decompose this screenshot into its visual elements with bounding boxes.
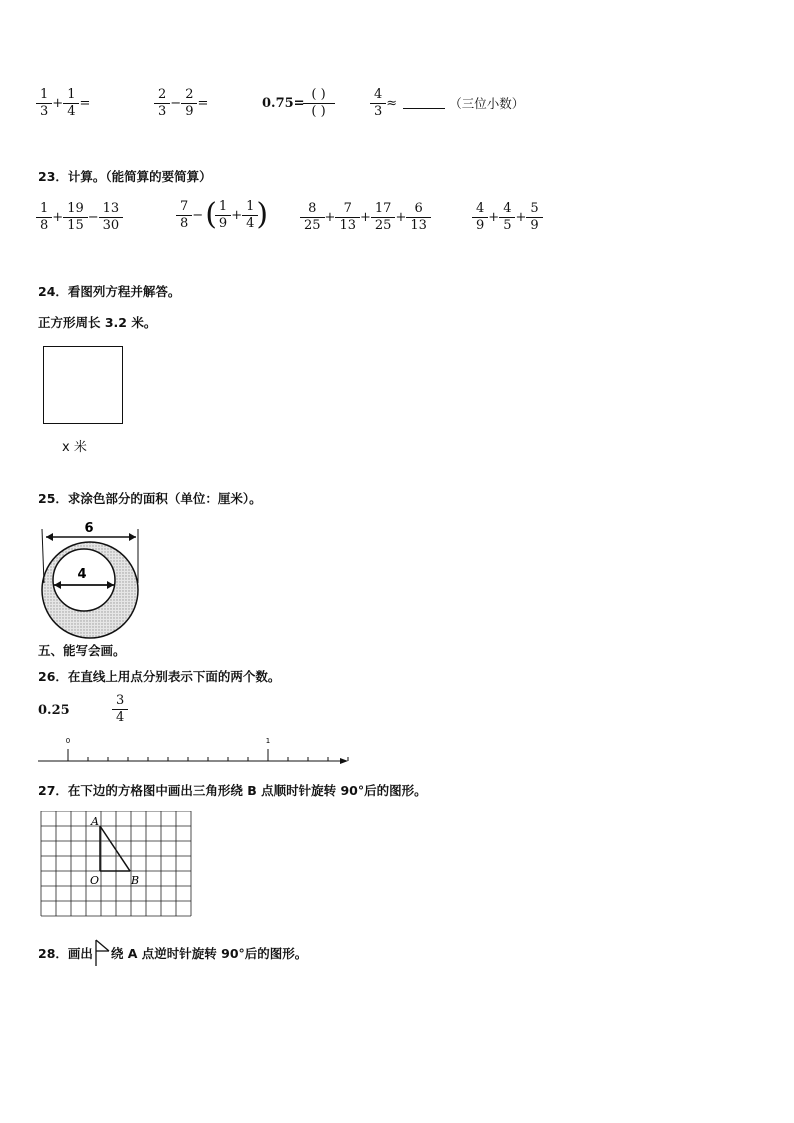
q23-title: 23．计算。（能简算的要简算） [38,169,212,184]
answer-blank[interactable] [403,98,445,109]
fraction: $\frac{6}{13}$ [408,202,429,232]
fraction: $\frac{1}{4}$ [244,200,256,230]
label-a: A [91,815,99,828]
fraction: $\frac{1}{4}$ [65,88,77,118]
right-paren: ) [256,197,269,233]
operator: + [324,209,336,225]
q26-title: 26．在直线上用点分别表示下面的两个数。 [38,669,281,684]
outer-label: 6 [84,521,94,536]
fraction: $\frac{2}{9}$ [183,88,195,118]
operator: − [192,207,204,223]
triangle-edge-ab [100,826,130,871]
square-figure [43,346,123,424]
flag-shape-icon [93,939,111,967]
arrow-head [129,533,136,541]
fraction: $\frac{2}{3}$ [156,88,168,118]
operator: + [395,209,407,225]
blank-fraction: $\frac{( )}{( )}$ [305,88,333,118]
left-paren: ( [205,197,217,233]
fraction: $\frac{1}{8}$ [38,202,50,232]
q23-expression-1 [38,202,121,232]
section5-title: 五、能写会画。 [38,643,126,658]
side-label: x 米 [62,440,87,455]
operator: + [515,209,527,225]
decimal-lhs: 0.75= [262,95,305,111]
equals-sign: = [197,95,209,111]
tick-label-0: 0 [65,737,71,745]
inner-label: 4 [77,567,87,582]
label-o: O [90,874,100,887]
q27-title: 27．在下边的方格图中画出三角形绕 B 点顺时针旋转 90°后的图形。 [38,783,427,798]
number-1: 0.25 [38,703,70,718]
operator: − [87,209,99,225]
q28-title-post: 绕 A 点逆时针旋转 90°后的图形。 [110,946,308,961]
fraction: $\frac{8}{25}$ [302,202,323,232]
fraction: $\frac{4}{3}$ [372,88,384,118]
label-b: B [131,874,140,887]
fraction: $\frac{3}{4}$ [114,694,126,724]
dimension-line [42,529,44,583]
q23-expression-3 [302,202,429,232]
q25-title: 25．求涂色部分的面积（单位：厘米）。 [38,491,262,506]
q23-expression-2 [178,197,269,233]
q24-title: 24．看图列方程并解答。 [38,284,181,299]
q28-title [38,939,307,967]
fraction: $\frac{7}{8}$ [178,200,190,230]
operator: + [52,95,64,111]
q28-title-pre: 28．画出 [38,946,93,961]
fraction: $\frac{17}{25}$ [373,202,394,232]
number-line[interactable] [36,735,352,765]
grid-figure[interactable] [40,811,194,921]
number-2 [114,694,126,724]
tick-group [68,749,348,761]
fraction: $\frac{1}{3}$ [38,88,50,118]
equals-sign: = [79,95,91,111]
row1-expression-3 [262,88,333,118]
fraction: $\frac{13}{30}$ [101,202,122,232]
fraction: $\frac{19}{15}$ [65,202,86,232]
tick-label-1: 1 [265,737,271,745]
operator: + [52,209,64,225]
operator: + [488,209,500,225]
approx-sign: ≈ [386,95,398,111]
fraction: $\frac{7}{13}$ [337,202,358,232]
operator: − [170,95,182,111]
q24-subtitle: 正方形周长 3.2 米。 [38,315,157,330]
grid-lines [41,811,191,916]
arrow-head [46,533,53,541]
operator: + [231,207,243,223]
fraction: $\frac{5}{9}$ [528,202,540,232]
q23-expression-4 [474,202,541,232]
row1-expression-2 [156,88,210,118]
annulus-figure [38,515,148,655]
row1-expression-1 [38,88,92,118]
row1-expression-4 [372,88,524,118]
axis-arrow [340,758,348,764]
operator: + [360,209,371,225]
note: （三位小数） [449,96,525,112]
fraction: $\frac{1}{9}$ [217,200,229,230]
fraction: $\frac{4}{5}$ [501,202,513,232]
fraction: $\frac{4}{9}$ [474,202,486,232]
